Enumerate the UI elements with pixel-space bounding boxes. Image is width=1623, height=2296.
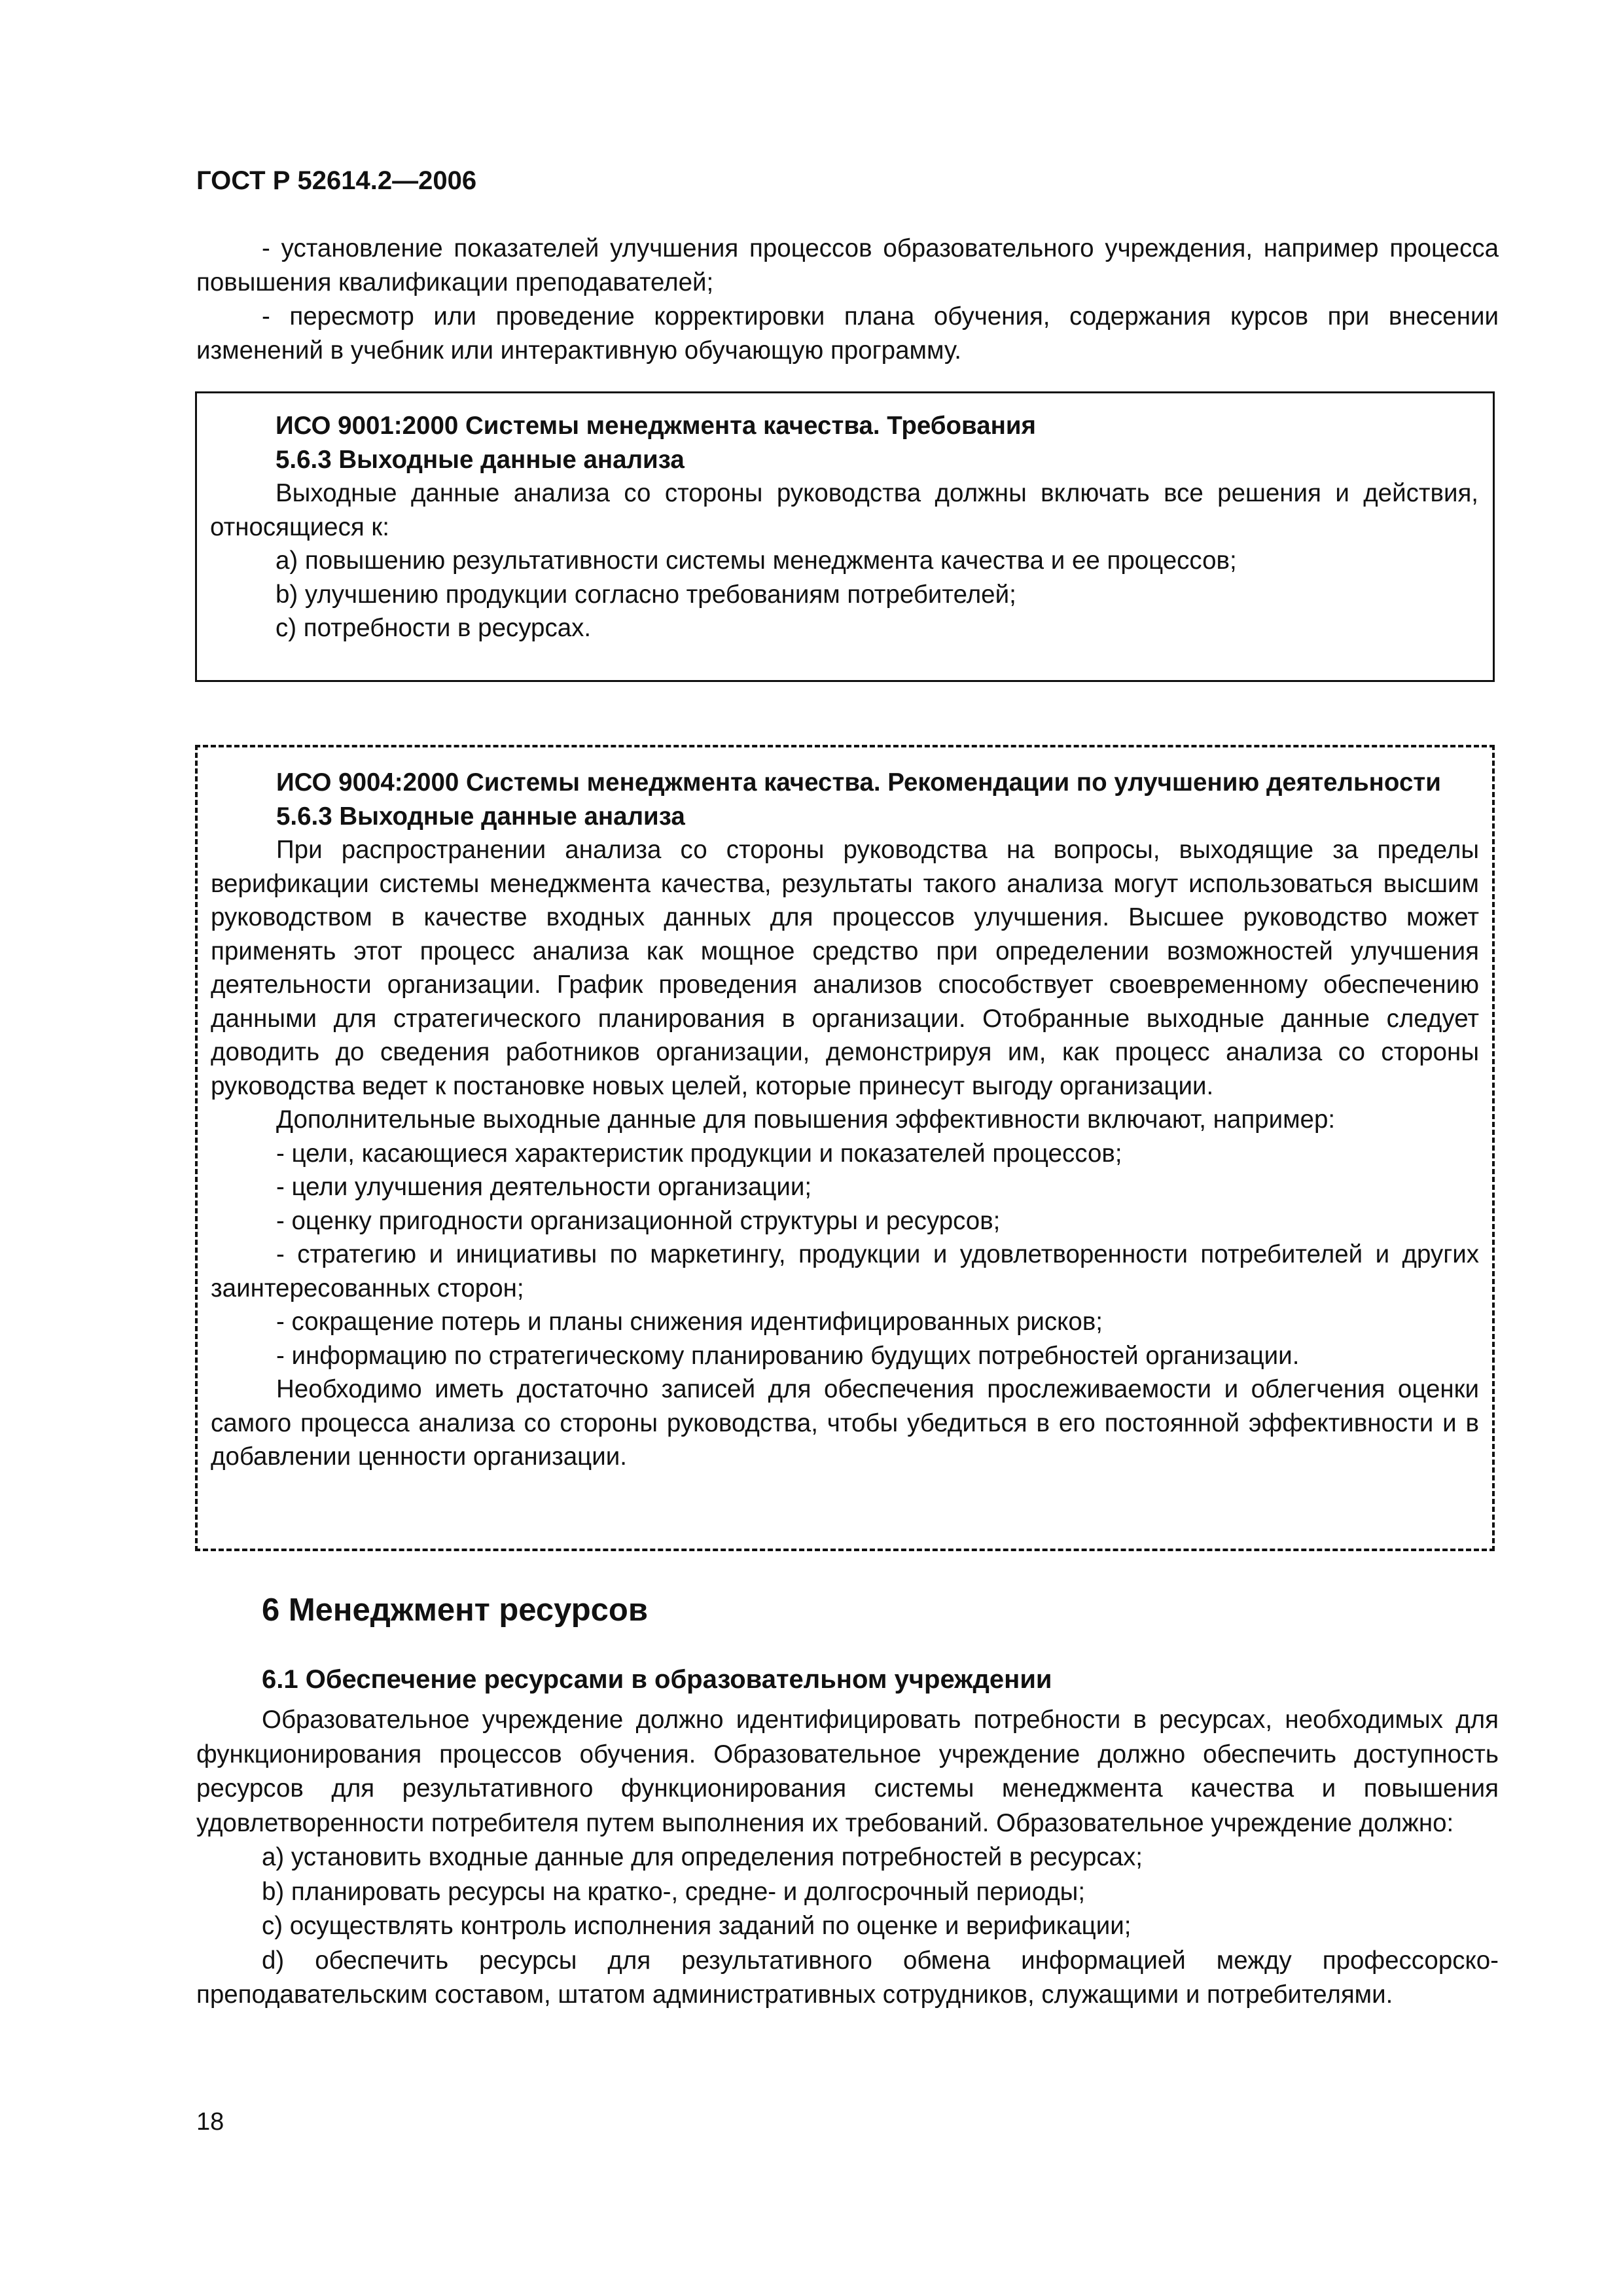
iso9004-item: - стратегию и инициативы по маркетингу, продукции и удовлетворенности потребителей и других заинтересованных сторон; <box>211 1240 1479 1302</box>
iso9001-item: a) повышению результативности системы менеджмента качества и ее процессов; <box>276 547 1237 575</box>
intro-paragraph: - пересмотр или проведение корректировки плана обучения, содержания курсов при внесении изменений в учебник или интерактивную обучающую программу. <box>196 302 1499 365</box>
iso9004-item: - оценку пригодности организационной структуры и ресурсов; <box>276 1206 1001 1235</box>
iso9004-item: - цели улучшения деятельности организации; <box>276 1173 812 1201</box>
iso9001-title: ИСО 9001:2000 Системы менеджмента качества. Требования <box>276 412 1037 440</box>
iso9001-item: c) потребности в ресурсах. <box>276 614 592 642</box>
iso9004-clause: 5.6.3 Выходные данные анализа <box>276 802 685 831</box>
subsection-heading: 6.1 Обеспечение ресурсами в образовательном учреждении <box>262 1665 1052 1694</box>
standard-header: ГОСТ Р 52614.2—2006 <box>196 166 477 195</box>
iso9004-quote-box <box>195 745 1495 1551</box>
section-list-item: b) планировать ресурсы на кратко-, средне- и долгосрочный периоды; <box>262 1877 1086 1906</box>
intro-paragraph: - установление показателей улучшения процессов образовательного учреждения, например процесса повышения квалификации преподавателей; <box>196 234 1499 296</box>
section-6 <box>196 1590 1499 2013</box>
iso9001-lead: Выходные данные анализа со стороны руководства должны включать все решения и действия, относящиеся к: <box>210 479 1478 541</box>
iso9004-title: ИСО 9004:2000 Системы менеджмента качества. Рекомендации по улучшению деятельности <box>276 768 1441 797</box>
iso9004-paragraph: Дополнительные выходные данные для повышения эффективности включают, например: <box>276 1105 1336 1134</box>
iso9004-paragraph: Необходимо иметь достаточно записей для обеспечения прослеживаемости и облегчения оценки самого процесса анализа со стороны руководства, чтобы убедиться в его постоянной эффективности и в добавлении ценности организации. <box>211 1375 1479 1471</box>
section-paragraph: Образовательное учреждение должно идентифицировать потребности в ресурсах, необходимых для функционирования процессов обучения. Образовательное учреждение должно обеспечить доступность ресурсов для результативного функционирования системы менеджмента качества и повышения удовлетворенности потребителя путем выполнения их требований. Образовательное учреждение должно: <box>196 1706 1499 1837</box>
intro-text <box>196 232 1499 368</box>
iso9001-item: b) улучшению продукции согласно требованиям потребителей; <box>276 580 1016 609</box>
section-list-item: c) осуществлять контроль исполнения заданий по оценке и верификации; <box>262 1912 1132 1940</box>
iso9004-item: - цели, касающиеся характеристик продукции и показателей процессов; <box>276 1139 1122 1168</box>
iso9004-paragraph: При распространении анализа со стороны руководства на вопросы, выходящие за пределы верификации системы менеджмента качества, результаты такого анализа могут использоваться высшим руководством в качестве входных данных для процессов улучшения. Высшее руководство может применять этот процесс анализа как мощное средство при определении возможностей улучшения деятельности организации. График проведения анализов способствует своевременному обеспечению данными для стратегического планирования в организации. Отобранные выходные данные следует доводить до сведения работников организации, демонстрируя им, как процесс анализа со стороны руководства ведет к постановке новых целей, которые принесут выгоду организации. <box>211 836 1479 1100</box>
iso9001-quote-box <box>195 391 1495 682</box>
section-heading: 6 Менеджмент ресурсов <box>262 1592 648 1628</box>
section-list-item: a) установить входные данные для определения потребностей в ресурсах; <box>262 1843 1143 1871</box>
iso9001-clause: 5.6.3 Выходные данные анализа <box>276 445 685 474</box>
section-list-item: d) обеспечить ресурсы для результативного обмена информацией между профессорско-преподавательским составом, штатом административных сотрудников, служащими и потребителями. <box>196 1946 1499 2009</box>
iso9004-item: - сокращение потерь и планы снижения идентифицированных рисков; <box>276 1308 1103 1336</box>
iso9004-item: - информацию по стратегическому планированию будущих потребностей организации. <box>276 1341 1300 1370</box>
page-number: 18 <box>196 2108 224 2136</box>
